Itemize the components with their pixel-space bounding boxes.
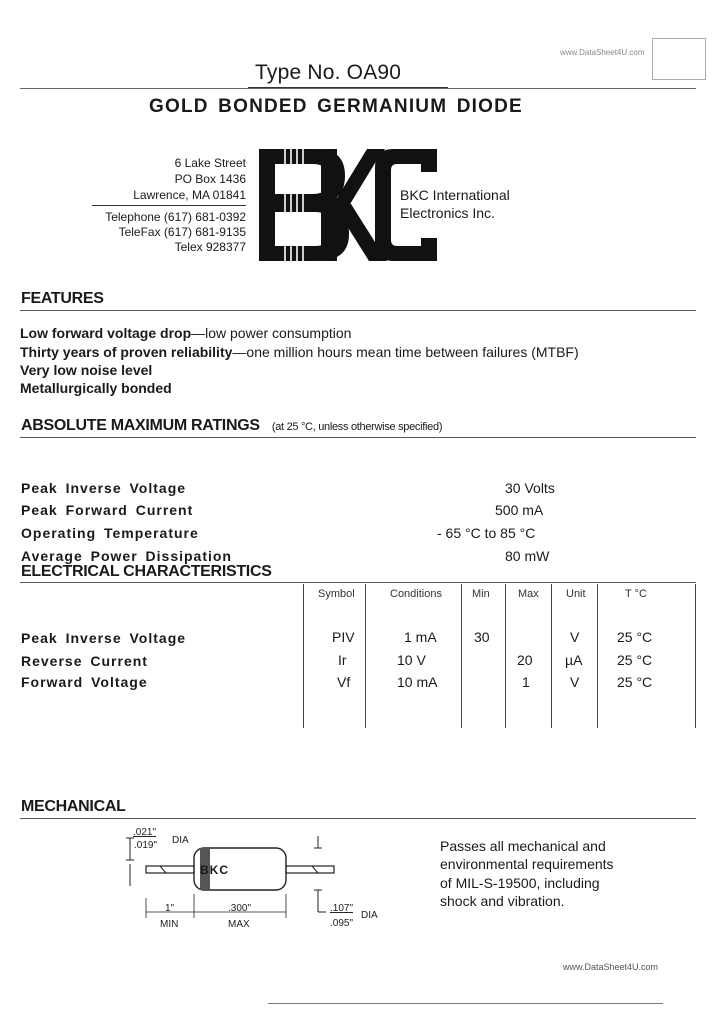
column-header-max: Max: [518, 588, 539, 600]
watermark-bottom: www.DataSheet4U.com: [563, 962, 659, 972]
table-divider: [303, 584, 304, 728]
corner-stamp-box: [652, 38, 706, 80]
watermark-top: www.DataSheet4U.com: [560, 48, 645, 57]
column-header-unit: Unit: [566, 588, 586, 600]
ratings-rule: [20, 437, 696, 438]
table-cell-temp: 25 °C: [617, 629, 653, 645]
column-header-conditions: Conditions: [390, 588, 442, 600]
table-row-param: Reverse Current: [21, 653, 148, 669]
features-heading: FEATURES: [21, 290, 104, 307]
mechanical-heading: MECHANICAL: [21, 798, 126, 815]
header-rule: [20, 88, 696, 89]
telefax: TeleFax (617) 681-9135: [118, 225, 246, 239]
table-cell-max: 20: [517, 652, 533, 668]
telex: Telex 928377: [174, 240, 246, 254]
table-divider: [365, 584, 366, 728]
dim-body-length: .300": [228, 903, 252, 914]
table-divider: [551, 584, 552, 728]
table-divider: [461, 584, 462, 728]
mechanical-description-line: of MIL-S-19500, including: [440, 875, 600, 891]
mechanical-rule: [20, 818, 696, 819]
address-line-3: Lawrence, MA 01841: [133, 188, 246, 202]
dim-body-dia-max: .107": [330, 903, 354, 914]
feature-item: Very low noise level: [20, 362, 153, 378]
address-line-2: PO Box 1436: [174, 172, 246, 186]
feature-item: Metallurgically bonded: [20, 380, 172, 396]
dim-lead-length-note: MIN: [160, 919, 179, 930]
dim-body-length-note: MAX: [228, 919, 250, 930]
rating-label: Operating Temperature: [21, 525, 199, 541]
dim-body-dia-min: .095": [330, 918, 354, 929]
table-row-param: Forward Voltage: [21, 674, 148, 690]
address-line-1: 6 Lake Street: [174, 156, 246, 170]
type-number: Type No. OA90: [255, 61, 402, 84]
table-cell-temp: 25 °C: [617, 652, 653, 668]
table-cell-conditions: 10 mA: [397, 674, 438, 690]
table-cell-unit: V: [570, 629, 580, 645]
rating-value: - 65 °C to 85 °C: [437, 525, 536, 541]
table-cell-max: 1: [522, 674, 530, 690]
dim-lead-dia-max: .021": [133, 827, 157, 838]
table-cell-symbol: PIV: [332, 629, 355, 645]
table-cell-symbol: Vf: [337, 674, 351, 690]
company-name-line-2: Electronics Inc.: [400, 205, 495, 221]
mechanical-description-line: shock and vibration.: [440, 893, 565, 909]
column-header-temp: T °C: [625, 588, 647, 600]
page-title: GOLD BONDED GERMANIUM DIODE: [149, 96, 523, 117]
table-divider: [505, 584, 506, 728]
diode-body-label: BKC: [200, 863, 229, 877]
rating-value: 500 mA: [495, 502, 544, 518]
company-name: BKC International: [400, 187, 510, 203]
dim-lead-length: 1": [165, 903, 175, 914]
ratings-note: (at 25 °C, unless otherwise specified): [271, 421, 443, 433]
table-divider: [695, 584, 696, 728]
table-cell-temp: 25 °C: [617, 674, 653, 690]
rating-label: Peak Inverse Voltage: [21, 480, 187, 496]
table-cell-unit: µA: [565, 652, 583, 668]
rating-label: Peak Forward Current: [21, 502, 194, 518]
rating-value: 80 mW: [505, 548, 550, 564]
table-cell-conditions: 1 mA: [404, 629, 437, 645]
footer-rule: [268, 1003, 663, 1004]
rating-value: 30 Volts: [505, 480, 555, 496]
electrical-rule: [20, 582, 696, 583]
address-divider: [92, 205, 246, 206]
column-header-symbol: Symbol: [318, 588, 355, 600]
column-header-min: Min: [472, 588, 490, 600]
dim-lead-dia-min: .019": [134, 840, 158, 851]
table-cell-conditions: 10 V: [397, 652, 426, 668]
features-rule: [20, 310, 696, 311]
table-divider: [597, 584, 598, 728]
feature-item: Low forward voltage drop—low power consumption: [20, 325, 352, 341]
table-cell-symbol: Ir: [338, 652, 347, 668]
rating-label: Average Power Dissipation: [21, 548, 232, 564]
telephone: Telephone (617) 681-0392: [105, 210, 246, 224]
dim-lead-dia-label: DIA: [172, 835, 189, 846]
table-row-param: Peak Inverse Voltage: [21, 630, 187, 646]
feature-item: Thirty years of proven reliability—one million hours mean time between failures (MTBF): [20, 344, 579, 360]
mechanical-description-line: Passes all mechanical and: [440, 838, 606, 854]
table-cell-unit: V: [570, 674, 580, 690]
ratings-heading: ABSOLUTE MAXIMUM RATINGS (at 25 °C, unless otherwise specified): [21, 417, 443, 434]
dim-body-dia-label: DIA: [361, 910, 378, 921]
electrical-heading: ELECTRICAL CHARACTERISTICS: [21, 563, 272, 580]
mechanical-description-line: environmental requirements: [440, 856, 614, 872]
table-cell-min: 30: [474, 629, 490, 645]
